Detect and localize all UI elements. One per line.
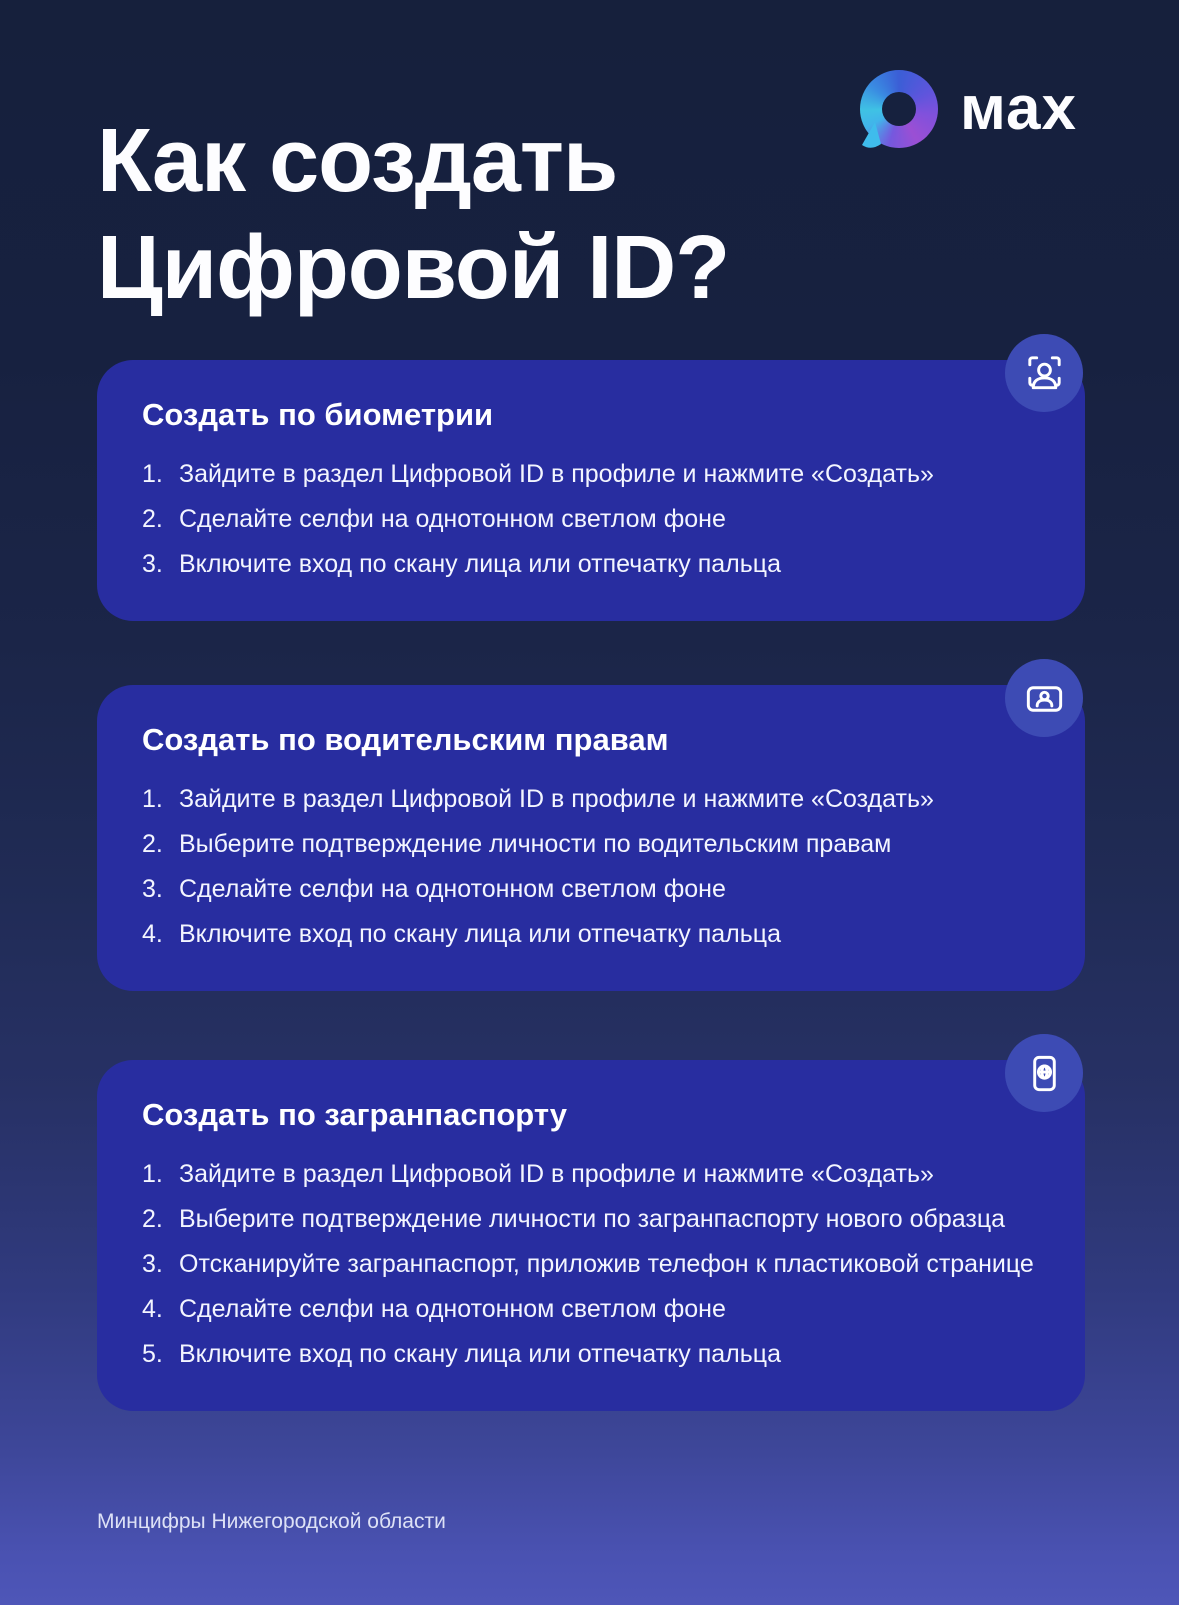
step-text: Зайдите в раздел Цифровой ID в профиле и нажмите «Создать» [179,785,934,813]
step-text: Включите вход по скану лица или отпечатку пальца [179,1340,781,1368]
step-number: 1. [142,460,163,488]
page-title-line1: Как создать [97,111,618,212]
steps-list [142,456,1035,583]
card-biometrics [97,360,1085,621]
passport-icon [1005,1034,1083,1112]
step-text: Выберите подтверждение личности по загранпаспорту нового образца [179,1205,1006,1233]
step-number: 2. [142,1205,163,1233]
step-text: Выберите подтверждение личности по водительским правам [179,830,892,858]
page-title [97,108,729,322]
step-item [142,546,1035,583]
card-passport [97,1060,1085,1411]
step-number: 3. [142,875,163,903]
footer-credit: Минцифры Нижегородской области [97,1510,446,1533]
max-ring-hole [882,92,916,126]
step-text: Отсканируйте загранпаспорт, приложив телефон к пластиковой странице [179,1250,1034,1278]
card-title: Создать по биометрии [142,397,494,432]
step-text: Сделайте селфи на однотонном светлом фоне [179,505,726,533]
max-logo-bubble-tail-icon [855,120,885,152]
step-item [142,871,1035,908]
step-item [142,456,1035,493]
max-ring-logo-icon [860,70,938,148]
step-item [142,1201,1035,1238]
step-item [142,1336,1035,1373]
id-card-icon [1005,659,1083,737]
step-item [142,1246,1035,1283]
step-item [142,826,1035,863]
step-number: 3. [142,550,163,578]
card-title: Создать по загранпаспорту [142,1097,568,1132]
step-text: Зайдите в раздел Цифровой ID в профиле и нажмите «Создать» [179,460,934,488]
face-scan-icon [1005,334,1083,412]
step-number: 3. [142,1250,163,1278]
step-text: Сделайте селфи на однотонном светлом фоне [179,1295,726,1323]
max-logo-text: мах [960,74,1078,143]
step-number: 1. [142,785,163,813]
step-number: 4. [142,920,163,948]
card-drivers-license [97,685,1085,991]
step-number: 5. [142,1340,163,1368]
card-title: Создать по водительским правам [142,722,669,757]
step-text: Включите вход по скану лица или отпечатку пальца [179,920,781,948]
step-number: 1. [142,1160,163,1188]
step-number: 4. [142,1295,163,1323]
steps-list [142,1156,1035,1373]
step-number: 2. [142,505,163,533]
step-text: Сделайте селфи на однотонном светлом фоне [179,875,726,903]
step-item [142,916,1035,953]
max-logo [860,70,1077,148]
step-item [142,1291,1035,1328]
step-number: 2. [142,830,163,858]
step-item [142,781,1035,818]
step-text: Включите вход по скану лица или отпечатку пальца [179,550,781,578]
step-item [142,1156,1035,1193]
page-title-line2: Цифровой ID? [97,218,730,319]
step-text: Зайдите в раздел Цифровой ID в профиле и нажмите «Создать» [179,1160,934,1188]
step-item [142,501,1035,538]
steps-list [142,781,1035,953]
